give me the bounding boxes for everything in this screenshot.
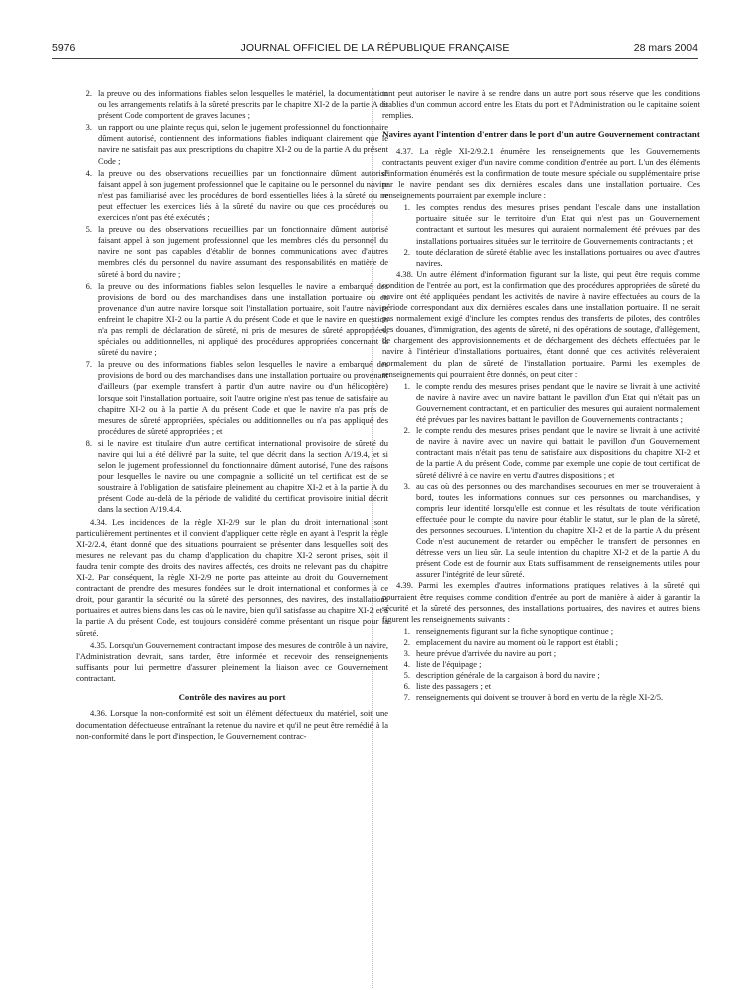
item-number: 4. — [85, 167, 92, 178]
section-heading-controle: Contrôle des navires au port — [178, 691, 286, 702]
list-item — [76, 224, 388, 279]
list-item — [76, 359, 388, 437]
item-text: les comptes rendus des mesures prises pendant l'escale dans une installation portuaire située sur le territoire d'un Etat qui n'est pas un Gouvernement contractant et surtout les mesures qui auraient normalement été prévues par des installations portuaires situées sur le territoire de Gouvernements contractants ; et — [416, 202, 700, 246]
list-item — [382, 425, 700, 480]
list-item — [76, 281, 388, 359]
item-text: renseignements figurant sur la fiche synoptique continue ; — [416, 625, 614, 636]
item-number: 3. — [403, 480, 410, 491]
list-item — [76, 122, 388, 166]
item-number: 2. — [403, 425, 410, 436]
item-text: renseignements qui doivent se trouver à bord en vertu de la règle XI-2/5. — [416, 692, 664, 703]
condition-list — [76, 88, 388, 516]
item-text: la preuve ou des informations fiables selon lesquelles le navire a embarqué des provisions de bord ou des marchandises dans une installation portuaire ou provenant d'ailleurs (par exemple transfert à partir d'un autre navire ou d'un hélicoptère) lorsque soit l'installation portuaire, soit l'autre origine n'est pas tenue de satisfaire au chapitre XI-2 ou à la partie A du présent Code et que le navire n'a pas pris de mesures de sûreté appropriées, spéciales ou additionnelles ou n'a pas appliqué des procédures de sûreté appropriées ; et — [98, 359, 388, 436]
list-item — [382, 692, 700, 703]
item-text: emplacement du navire au moment où le rapport est établi ; — [416, 636, 619, 647]
journal-title: JOURNAL OFFICIEL DE LA RÉPUBLIQUE FRANÇAISE — [240, 42, 510, 54]
list-item — [382, 637, 700, 648]
item-text: la preuve ou des observations recueillies par un fonctionnaire dûment autorisé faisant appel à son jugement professionnel que le capitaine ou le personnel du navire n'est pas familiarisé avec les procédures de bord essentielles liées à la sûreté ou ne peut effectuer les exercices liés à la sûreté du navire ou que ces procédures ou exercices n'ont pas été exécutés ; — [98, 167, 388, 223]
list-item — [382, 648, 700, 659]
item-text: heure prévue d'arrivée du navire au port ; — [416, 648, 557, 658]
list-item — [382, 670, 700, 681]
list-item — [382, 659, 700, 670]
paragraph-4-36-continued: tant peut autoriser le navire à se rendre dans un autre port sous réserve que les conditions établies d'un commun accord entre les Etats du port et l'Administration ou le capitaine soient remplies. — [382, 88, 700, 121]
item-number: 2. — [85, 88, 92, 98]
item-number: 6. — [403, 681, 410, 692]
left-column — [76, 88, 388, 743]
paragraph-4-34: 4.34. Les incidences de la règle XI-2/9 sur le plan du droit international sont particulièrement pertinentes et il convient d'appliquer cette règle en ayant à l'esprit la règle XI-2/2.4, étant donné que des situations pourraient se présenter dans lesquelles soit des mesures ne relevant pas du champ d'application du chapitre XI-2 seront prises, soit il faudra tenir compte des droits des navires affectés, ces droits ne relevant pas du chapitre XI-2. Par conséquent, la règle XI-2/9 ne porte pas atteinte au droit du Gouvernement contractant de prendre des mesures fondées sur le droit international et conformes à ce droit, pour garantir la sécurité ou la sûreté des personnes, des navires, des installations portuaires et autres biens dans les cas où le navire, bien qu'il satisfasse au chapitre XI-2 et à la partie A du présent Code, est toujours considéré comme présentant un risque pour la sûreté. — [76, 516, 388, 638]
list-4-38 — [382, 381, 700, 581]
paragraph-4-37: 4.37. La règle XI-2/9.2.1 énumère les renseignements que les Gouvernements contractants peuvent exiger d'un navire comme condition d'entrée au port. L'un des éléments d'information énumérés est la confirmation de toute mesure spéciale ou supplémentaire prise par le navire pendant ses dix dernières escales dans une installation portuaire. Ces renseignements pourraient par exemple inclure : — [382, 145, 700, 201]
item-number: 2. — [403, 636, 410, 647]
item-number: 1. — [403, 625, 410, 636]
item-number: 7. — [403, 692, 410, 703]
item-text: description générale de la cargaison à bord du navire ; — [416, 670, 600, 681]
item-number: 3. — [403, 648, 410, 658]
right-column — [382, 88, 700, 703]
section-heading-intention: Navires ayant l'intention d'entrer dans le port d'un autre Gouvernement contractant — [382, 129, 700, 140]
paragraph-4-39: 4.39. Parmi les exemples d'autres informations pratiques relatives à la sûreté qui pourraient être requises comme condition d'entrée au port de manière à aider à garantir la sécurité et la sûreté des personnes, des installations portuaires, des navires et autres biens figurent les renseignements suivants : — [382, 580, 700, 624]
list-item — [382, 381, 700, 425]
page-number: 5976 — [52, 42, 76, 54]
list-item — [382, 202, 700, 246]
item-number: 2. — [403, 246, 410, 257]
item-text: le compte rendu des mesures prises pendant que le navire se livrait à une activité de navire à navire avec un navire qui battait le pavillon d'un Gouvernement contractant mais n'était pas tenu de satisfaire aux dispositions du chapitre XI-2 et de la partie A du présent Code, comme par exemple une copie de tout certificat de sûreté délivré à ce navire en vertu d'autres dispositions ; et — [416, 425, 700, 480]
item-number: 7. — [85, 359, 92, 370]
item-text: la preuve ou des informations fiables selon lesquelles le matériel, la documentation ou les arrangements relatifs à la sûreté prescrits par le chapitre XI-2 de la partie A du présent Code comportent de graves lacunes ; — [98, 88, 388, 121]
item-number: 6. — [85, 280, 92, 291]
item-text: le compte rendu des mesures prises pendant que le navire se livrait à une activité de navire à navire avec un navire battant le pavillon d'un Etat qui n'était pas un Gouvernement contractant, et en particulier des mesures qui auraient normalement été prévues par les navires battant le pavillon de Gouvernements contractants ; — [416, 380, 700, 425]
paragraph-4-38: 4.38. Un autre élément d'information figurant sur la liste, qui peut être requis comme condition de l'entrée au port, est la confirmation que des procédures appropriées de sûreté du navire ont été appliquées pendant les activités de navire à navire effectuées au cours de la période correspondant aux dix dernières escales dans une installation portuaire. Il ne serait pas normalement exigé d'inclure les comptes rendus des transferts de pilotes, des contrôles des douanes, d'immigration, des agents de sûreté, ni des opérations de soutage, d'allègement, de chargement des approvisionnements et de déchargement des déchets effectuées par le navire à l'intérieur d'installations portuaires, étant donné que ces activités relèveraient normalement du plan de sûreté de l'installation portuaire. Parmi les exemples de renseignements qui pourraient être donnés, on peut citer : — [382, 268, 700, 379]
item-text: toute déclaration de sûreté établie avec les installations portuaires ou avec d'autres navires. — [416, 246, 700, 268]
list-item — [382, 626, 700, 637]
item-number: 1. — [403, 202, 410, 213]
item-text: la preuve ou des informations fiables selon lesquelles le navire a embarqué des provisions de bord ou des marchandises dans une installation portuaire ou en provenance d'un autre navire lorsque soit l'installation portuaire, soit l'autre navire enfreint le chapitre XI-2 ou la partie A du présent Code et que le navire en question n'a pas rempli de déclaration de sûreté, ni pris de mesures de sûreté appropriées, spéciales ou additionnelles, ni appliqué des procédures appropriées concernant la sûreté du navire ; — [98, 280, 388, 358]
list-item — [382, 481, 700, 581]
item-number: 4. — [403, 659, 410, 670]
item-number: 1. — [403, 380, 410, 391]
list-item — [382, 681, 700, 692]
list-item — [76, 168, 388, 223]
publication-date: 28 mars 2004 — [633, 42, 698, 54]
list-4-37 — [382, 202, 700, 269]
item-number: 3. — [85, 122, 92, 133]
item-text: liste de l'équipage ; — [416, 659, 482, 670]
item-text: un rapport ou une plainte reçus qui, selon le jugement professionnel du fonctionnaire dûment autorisé, contiennent des informations fiables indiquant clairement que le navire ne satisfait pas aux prescriptions du chapitre XI-2 ou de la partie A du présent Code ; — [98, 122, 388, 166]
item-text: la preuve ou des observations recueillies par un fonctionnaire dûment autorisé faisant appel à son jugement professionnel que les membres clés du personnel du navire ne sont pas capables d'établir de bonnes communications avec d'autres membres clés du personnel du navire assumant des responsabilités en matière de sûreté à bord du navire ; — [98, 224, 388, 279]
item-number: 5. — [85, 224, 92, 235]
item-text: au cas où des personnes ou des marchandises secourues en mer se trouveraient à bord, toutes les informations connues sur ces personnes ou marchandises, y compris leur identité lorsqu'elle est connue et les résultats de toute vérification effectuée pour le compte du navire pour établir le statut, sur le plan de la sûreté, des personnes secourues. L'intention du chapitre XI-2 et de la partie A du présent Code n'est aucunement de retarder ou empêcher le transfert de personnes en détresse vers un lieu sûr. La seule intention du chapitre XI-2 et de la partie A du présent Code est de fournir aux Etats suffisamment de renseignements utiles pour assurer l'intégrité de leur sûreté. — [416, 480, 700, 580]
paragraph-4-35: 4.35. Lorsqu'un Gouvernement contractant impose des mesures de contrôle à un navire, l'Administration devrait, sans tarder, être informée et recevoir des renseignements suffisants pour lui permettre d'assurer pleinement la liaison avec ce Gouvernement contractant. — [76, 639, 388, 683]
item-text: si le navire est titulaire d'un autre certificat international provisoire de sûreté du navire qui lui a été délivré par la suite, tel que décrit dans la section A/19.4, et si selon le jugement professionnel du fonctionnaire dûment autorisé, l'une des raisons pour lesquelles le navire ou une compagnie a sollicité un tel certificat est de se soustraire à l'obligation de satisfaire pleinement au chapitre XI-2 et à la partie A du présent Code au-delà de la période de validité du certificat provisoire initial décrit dans la section A/19.4.4. — [98, 437, 388, 515]
list-4-39 — [382, 626, 700, 704]
list-item — [382, 247, 700, 269]
item-number: 5. — [403, 670, 410, 681]
list-item — [76, 438, 388, 516]
paragraph-4-36: 4.36. Lorsque la non-conformité est soit un élément défectueux du matériel, soit une documentation défectueuse entraînant la retenue du navire et qu'il ne peut être remédié à la non-conformité dans le port d'inspection, le Gouvernement contrac- — [76, 708, 388, 741]
page-header — [52, 42, 698, 59]
item-text: liste des passagers ; et — [416, 681, 492, 692]
item-number: 8. — [85, 437, 92, 448]
list-item — [76, 88, 388, 121]
